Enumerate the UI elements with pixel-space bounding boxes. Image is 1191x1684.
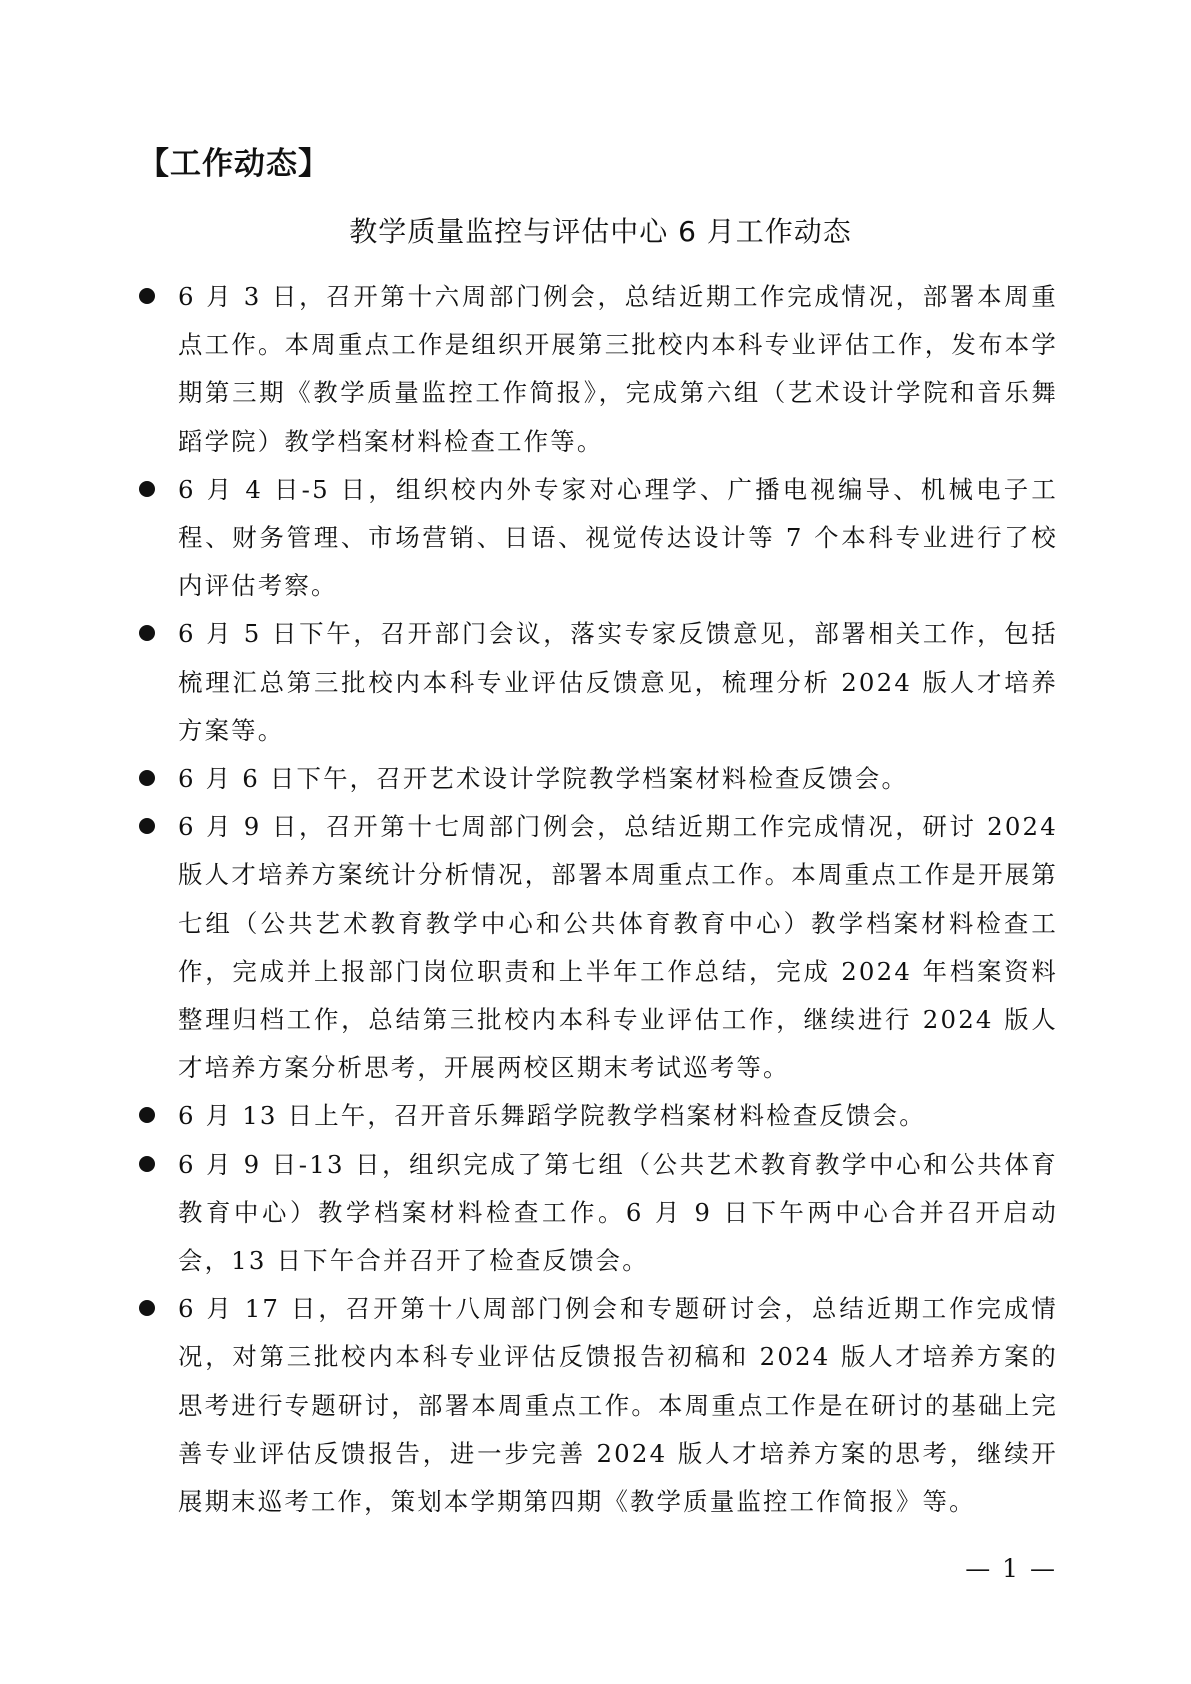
- list-item: [138, 1092, 1058, 1140]
- bullet-icon: [139, 625, 155, 641]
- bullet-icon: [139, 1107, 155, 1123]
- bullet-icon: [139, 288, 155, 304]
- list-item-text: 6 月 5 日下午，召开部门会议，落实专家反馈意见，部署相关工作，包括梳理汇总第三批校内本科专业评估反馈意见，梳理分析 2024 版人才培养方案等。: [178, 619, 1058, 745]
- bullet-icon: [139, 481, 155, 497]
- list-item: [138, 755, 1058, 803]
- list-item-text: 6 月 3 日，召开第十六周部门例会，总结近期工作完成情况，部署本周重点工作。本周重点工作是组织开展第三批校内本科专业评估工作，发布本学期第三期《教学质量监控工作简报》，完成第六组（艺术设计学院和音乐舞蹈学院）教学档案材料检查工作等。: [178, 282, 1058, 456]
- list-item: [138, 1141, 1058, 1286]
- page-number: — 1 —: [965, 1554, 1057, 1583]
- list-item-text: 6 月 6 日下午，召开艺术设计学院教学档案材料检查反馈会。: [178, 764, 909, 794]
- bullet-icon: [139, 818, 155, 834]
- bullet-icon: [139, 770, 155, 786]
- list-item: [138, 1285, 1058, 1526]
- list-item: [138, 610, 1058, 755]
- bullet-icon: [139, 1156, 155, 1172]
- list-item-text: 6 月 13 日上午，召开音乐舞蹈学院教学档案材料检查反馈会。: [178, 1101, 926, 1131]
- list-item-text: 6 月 17 日，召开第十八周部门例会和专题研讨会，总结近期工作完成情况，对第三批校内本科专业评估反馈报告初稿和 2024 版人才培养方案的思考进行专题研讨，部署本周重点工作。本周重点工作是在研讨的基础上完善专业评估反馈报告，进一步完善 2024 版人才培养方案的思考，继续开展期末巡考工作，策划本学期第四期《教学质量监控工作简报》等。: [178, 1294, 1058, 1517]
- work-items-list: [138, 273, 1058, 1526]
- list-item-text: 6 月 9 日-13 日，组织完成了第七组（公共艺术教育教学中心和公共体育教育中心）教学档案材料检查工作。6 月 9 日下午两中心合并召开启动会，13 日下午合并召开了检查反馈会。: [178, 1149, 1058, 1276]
- bullet-icon: [139, 1300, 155, 1316]
- list-item: [138, 803, 1058, 1092]
- document-title: 教学质量监控与评估中心 6 月工作动态: [349, 215, 852, 248]
- list-item-text: 6 月 4 日-5 日，组织校内外专家对心理学、广播电视编导、机械电子工程、财务管理、市场营销、日语、视觉传达设计等 7 个本科专业进行了校内评估考察。: [178, 474, 1058, 601]
- list-item: [138, 273, 1058, 466]
- list-item: [138, 466, 1058, 611]
- list-item-text: 6 月 9 日，召开第十七周部门例会，总结近期工作完成情况，研讨 2024 版人才培养方案统计分析情况，部署本周重点工作。本周重点工作是开展第七组（公共艺术教育教学中心和公共体育教育中心）教学档案材料检查工作，完成并上报部门岗位职责和上半年工作总结，完成 2024 年档案资料整理归档工作，总结第三批校内本科专业评估工作，继续进行 2024 版人才培养方案分析思考，开展两校区期末考试巡考等。: [178, 812, 1058, 1083]
- section-heading: 【工作动态】: [138, 146, 330, 182]
